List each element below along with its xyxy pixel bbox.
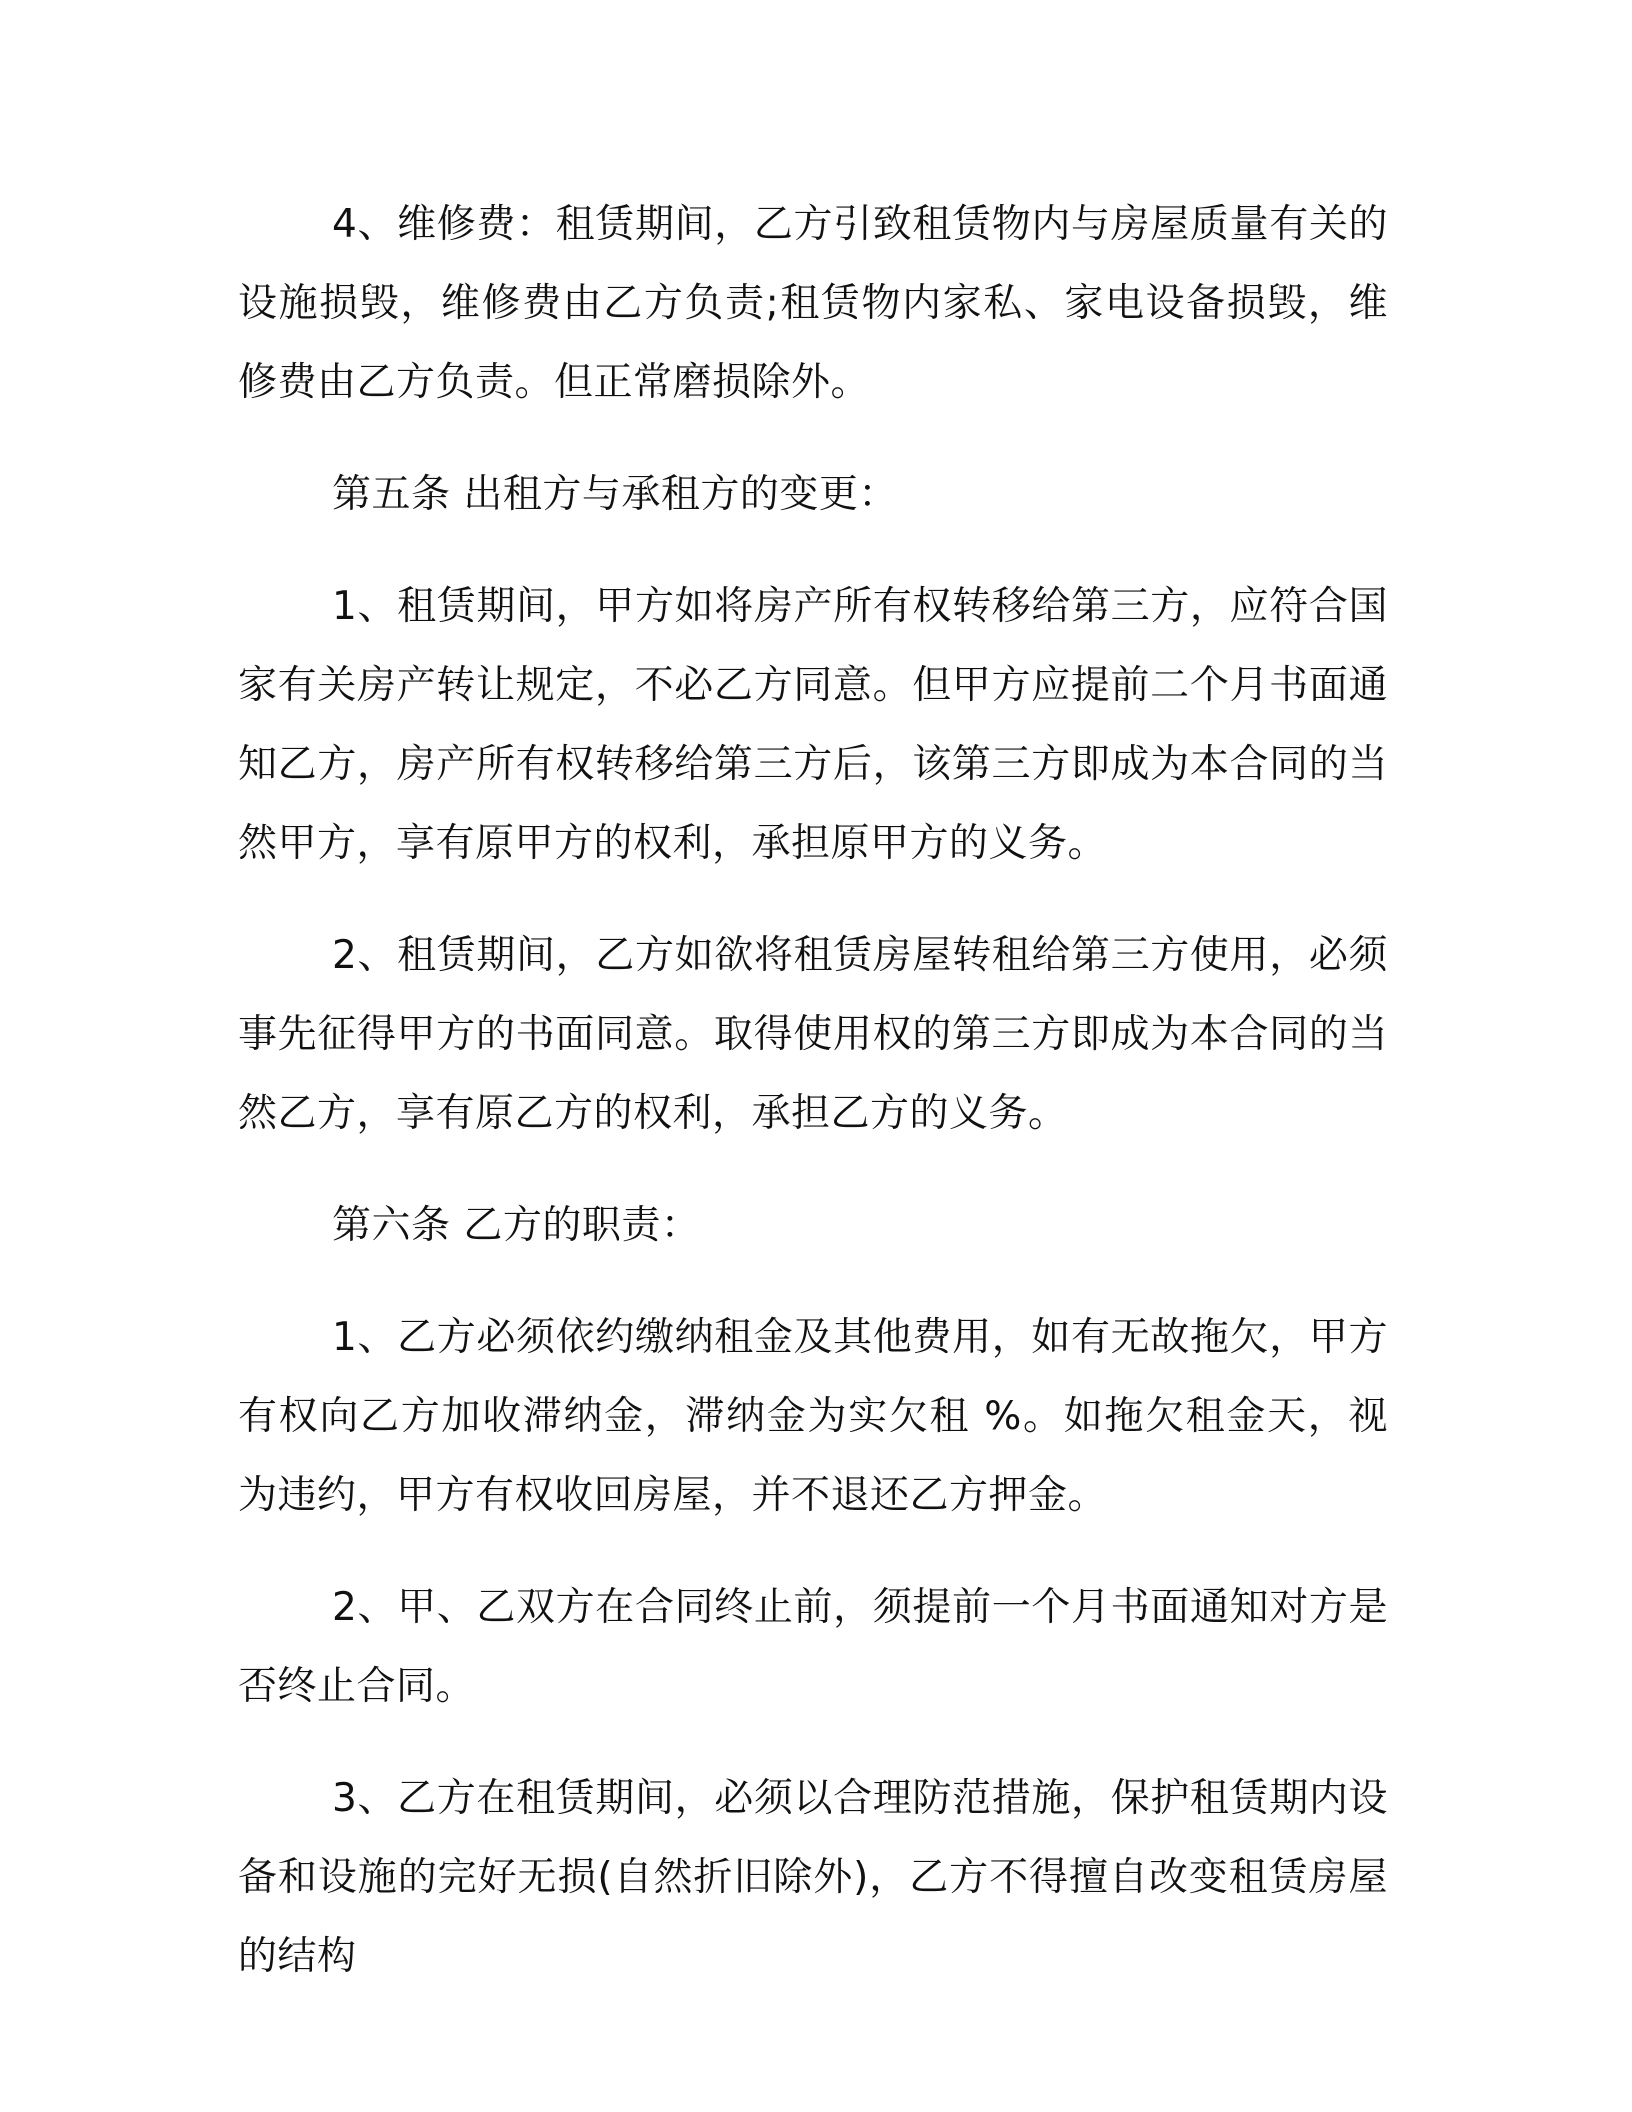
- heading-article-six: 第六条 乙方的职责：: [332, 1203, 701, 1248]
- paragraph-facility-protection: 3、乙方在租赁期间，必须以合理防范措施，保护租赁期内设备和设施的完好无损(自然折旧除外)，乙方不得擅自改变租赁房屋的结构: [238, 1776, 1388, 1979]
- paragraph-ownership-transfer: 1、租赁期间，甲方如将房产所有权转移给第三方，应符合国家有关房产转让规定，不必乙方同意。但甲方应提前二个月书面通知乙方，房产所有权转移给第三方后，该第三方即成为本合同的当然甲方，享有原甲方的权利，承担原甲方的义务。: [238, 584, 1388, 866]
- heading-article-five: 第五条 出租方与承租方的变更：: [332, 472, 898, 517]
- paragraph-maintenance-fee: 4、维修费：租赁期间，乙方引致租赁物内与房屋质量有关的设施损毁，维修费由乙方负责;租赁物内家私、家电设备损毁，维修费由乙方负责。但正常磨损除外。: [238, 202, 1388, 405]
- paragraph-rent-payment: 1、乙方必须依约缴纳租金及其他费用，如有无故拖欠，甲方有权向乙方加收滞纳金，滞纳金为实欠租 %。如拖欠租金天，视为违约，甲方有权收回房屋，并不退还乙方押金。: [238, 1315, 1388, 1518]
- paragraph-termination-notice: 2、甲、乙双方在合同终止前，须提前一个月书面通知对方是否终止合同。: [238, 1585, 1388, 1709]
- document-body: [238, 185, 1388, 1996]
- paragraph-sublease: 2、租赁期间，乙方如欲将租赁房屋转租给第三方使用，必须事先征得甲方的书面同意。取得使用权的第三方即成为本合同的当然乙方，享有原乙方的权利，承担乙方的义务。: [238, 933, 1388, 1136]
